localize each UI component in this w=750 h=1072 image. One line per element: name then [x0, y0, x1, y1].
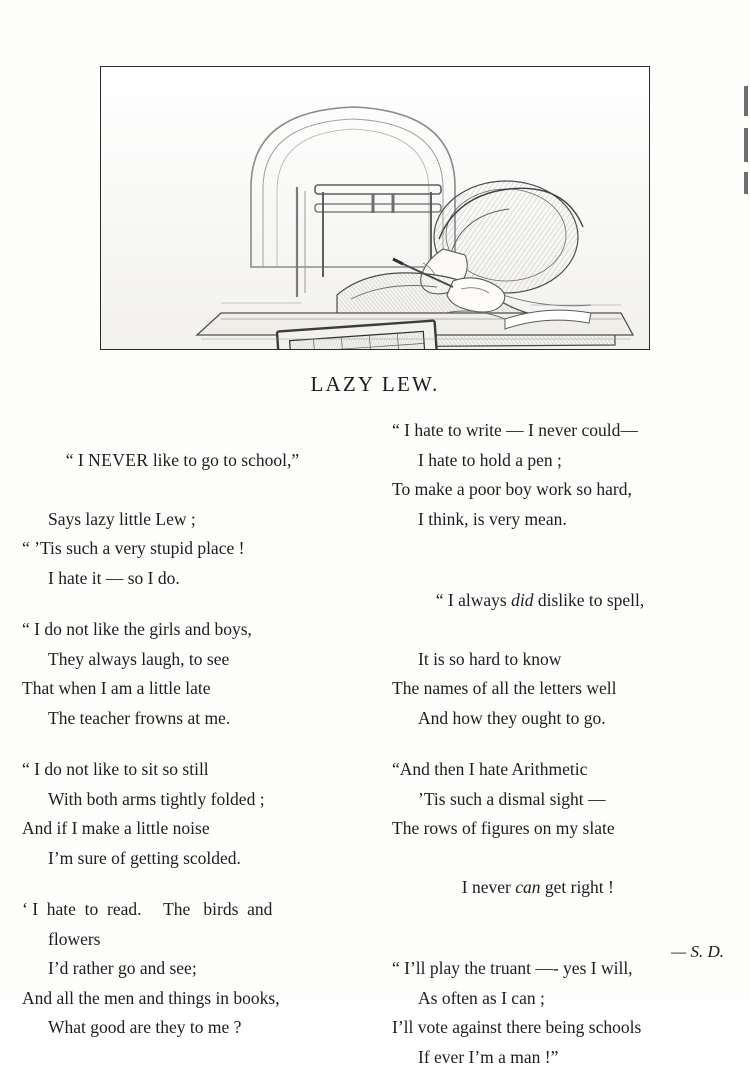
poem-line: As often as I can ; — [392, 984, 744, 1014]
poem-line: I’ll vote against there being schools — [392, 1013, 744, 1043]
poem-line: “ I NEVER like to go to school,” — [22, 416, 390, 505]
poem-line: “ I do not like the girls and boys, — [22, 615, 390, 645]
author-signature: — S. D. — [671, 942, 724, 962]
poem-line: And if I make a little noise — [22, 814, 390, 844]
poem-line: To make a poor boy work so hard, — [392, 475, 744, 505]
page-edge-mark — [744, 172, 748, 194]
poem-line: The teacher frowns at me. — [22, 704, 390, 734]
page-edge-mark — [744, 86, 748, 116]
poem-line-italic: can — [515, 877, 540, 897]
stanza — [22, 895, 390, 1043]
poem-line: And how they ought to go. — [392, 704, 744, 734]
poem-line: I hate it — so I do. — [22, 564, 390, 594]
poem-body — [0, 416, 750, 976]
stanza — [22, 755, 390, 873]
poem-line: The rows of figures on my slate — [392, 814, 744, 844]
poem-column-left — [22, 416, 390, 1043]
poem-line: That when I am a little late — [22, 674, 390, 704]
stanza — [392, 416, 744, 534]
poem-column-right — [392, 416, 744, 1072]
stanza — [392, 954, 744, 1072]
poem-line: It is so hard to know — [392, 645, 744, 675]
poem-line: “And then I hate Arithmetic — [392, 755, 744, 785]
poem-line-italic: did — [511, 590, 533, 610]
poem-line: I never can get right ! — [392, 844, 744, 933]
stanza — [392, 755, 744, 932]
engraving-boy-asleep-at-desk-icon — [101, 67, 649, 349]
poem-line-smallcaps: NEVER — [88, 450, 148, 470]
poem-line: I’m sure of getting scolded. — [22, 844, 390, 874]
poem-line: They always laugh, to see — [22, 645, 390, 675]
poem-line: ‘ I hate to read. The birds and — [22, 895, 390, 925]
poem-line: flowers — [22, 925, 390, 955]
illustration-frame — [100, 66, 650, 350]
poem-line: With both arms tightly folded ; — [22, 785, 390, 815]
poem-line: “ ’Tis such a very stupid place ! — [22, 534, 390, 564]
poem-line: “ I’ll play the truant —- yes I will, — [392, 954, 744, 984]
poem-line: ’Tis such a dismal sight — — [392, 785, 744, 815]
page-edge-mark — [744, 128, 748, 162]
poem-line: “ I hate to write — I never could— — [392, 416, 744, 446]
poem-line: I’d rather go and see; — [22, 954, 390, 984]
poem-line: If ever I’m a man !” — [392, 1043, 744, 1072]
poem-line: I hate to hold a pen ; — [392, 446, 744, 476]
poem-line: And all the men and things in books, — [22, 984, 390, 1014]
page-title: LAZY LEW. — [0, 372, 750, 397]
stanza — [22, 615, 390, 733]
poem-line: Says lazy little Lew ; — [22, 505, 390, 535]
poem-line: “ I always did dislike to spell, — [392, 556, 744, 645]
stanza — [392, 556, 744, 733]
stanza — [22, 416, 390, 593]
poem-line: I think, is very mean. — [392, 505, 744, 535]
poem-line: “ I do not like to sit so still — [22, 755, 390, 785]
poem-line: What good are they to me ? — [22, 1013, 390, 1043]
poem-line: The names of all the letters well — [392, 674, 744, 704]
